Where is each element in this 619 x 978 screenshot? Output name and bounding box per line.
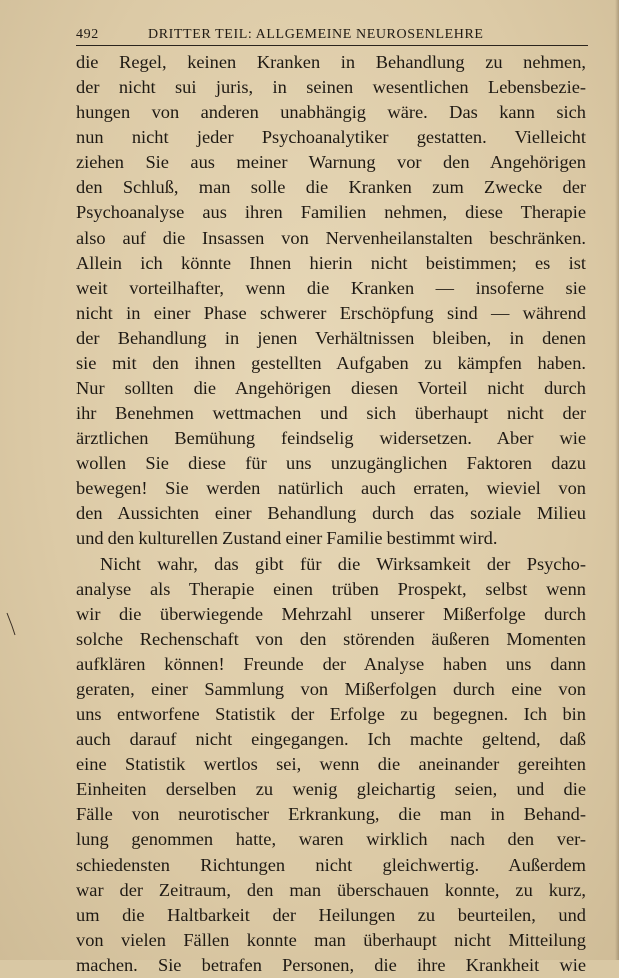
text-line: der nicht sui juris, in seinen wesentlichen Lebensbezie- bbox=[76, 77, 586, 98]
text-line: um die Haltbarkeit der Heilungen zu beurteilen, und bbox=[76, 904, 586, 925]
text-line: ziehen Sie aus meiner Warnung vor den Angehörigen bbox=[76, 152, 586, 173]
text-line: ihr Benehmen wettmachen und sich überhaupt nicht der bbox=[76, 403, 586, 424]
text-line: den Schluß, man solle die Kranken zum Zwecke der bbox=[76, 177, 586, 198]
text-line: analyse als Therapie einen trüben Prospekt, selbst wenn bbox=[76, 578, 586, 599]
text-line: die Regel, keinen Kranken in Behandlung zu nehmen, bbox=[76, 52, 586, 72]
text-line: Nur sollten die Angehörigen diesen Vorteil nicht durch bbox=[76, 378, 586, 399]
text-line: also auf die Insassen von Nervenheilanstalten beschränken. bbox=[76, 227, 586, 248]
text-line: von vielen Fällen konnte man überhaupt nicht Mitteilung bbox=[76, 929, 586, 950]
page-header bbox=[76, 25, 588, 46]
text-line: lung genommen hatte, waren wirklich nach den ver- bbox=[76, 829, 586, 850]
text-line: geraten, einer Sammlung von Mißerfolgen durch eine von bbox=[76, 678, 586, 699]
text-line: hungen von anderen unabhängig wäre. Das kann sich bbox=[76, 102, 586, 123]
text-line: machen. Sie betrafen Personen, die ihre Krankheit wie bbox=[76, 954, 586, 975]
text-line: nicht in einer Phase schwerer Erschöpfung sind — während bbox=[76, 302, 586, 323]
text-line: wir die überwiegende Mehrzahl unserer Mißerfolge durch bbox=[76, 603, 586, 624]
text-line: schiedensten Richtungen nicht gleichwertig. Außerdem bbox=[76, 854, 586, 875]
page-edge-shadow bbox=[615, 0, 619, 960]
page-number: 492 bbox=[76, 27, 99, 42]
text-line: weit vorteilhafter, wenn die Kranken — insoferne sie bbox=[76, 277, 586, 298]
body-text bbox=[76, 50, 586, 978]
text-line: den Aussichten einer Behandlung durch das soziale Milieu bbox=[76, 503, 586, 524]
text-line: Psychoanalyse aus ihren Familien nehmen, diese Therapie bbox=[76, 202, 586, 223]
text-line: der Behandlung in jenen Verhältnissen bleiben, in denen bbox=[76, 327, 586, 348]
text-line: auch darauf nicht eingegangen. Ich machte geltend, daß bbox=[76, 729, 586, 750]
text-line: ärztlichen Bemühung feindselig widersetzen. Aber wie bbox=[76, 428, 586, 449]
text-line: sie mit den ihnen gestellten Aufgaben zu kämpfen haben. bbox=[76, 352, 586, 373]
text-line: nun nicht jeder Psychoanalytiker gestatten. Vielleicht bbox=[76, 127, 586, 148]
text-line: aufklären können! Freunde der Analyse haben uns dann bbox=[76, 653, 586, 674]
text-line: bewegen! Sie werden natürlich auch erraten, wieviel von bbox=[76, 478, 586, 499]
text-line: wollen Sie diese für uns unzugänglichen Faktoren dazu bbox=[76, 453, 586, 474]
text-line: solche Rechenschaft von den störenden äußeren Momenten bbox=[76, 628, 586, 649]
running-head: DRITTER TEIL: ALLGEMEINE NEUROSENLEHRE bbox=[148, 27, 484, 42]
text-line: Allein ich könnte Ihnen hierin nicht beistimmen; es ist bbox=[76, 252, 586, 273]
text-line: eine Statistik wertlos sei, wenn die aneinander gereihten bbox=[76, 754, 586, 775]
text-line: uns entworfene Statistik der Erfolge zu begegnen. Ich bin bbox=[76, 704, 586, 725]
text-line: Einheiten derselben zu wenig gleichartig seien, und die bbox=[76, 779, 586, 800]
text-line: Nicht wahr, das gibt für die Wirksamkeit der Psycho- bbox=[100, 553, 586, 574]
text-line: und den kulturellen Zustand einer Familie bestimmt wird. bbox=[76, 528, 498, 549]
margin-mark bbox=[6, 612, 16, 636]
text-line: war der Zeitraum, den man überschauen konnte, zu kurz, bbox=[76, 879, 586, 900]
text-line: Fälle von neurotischer Erkrankung, die man in Behand- bbox=[76, 804, 586, 825]
